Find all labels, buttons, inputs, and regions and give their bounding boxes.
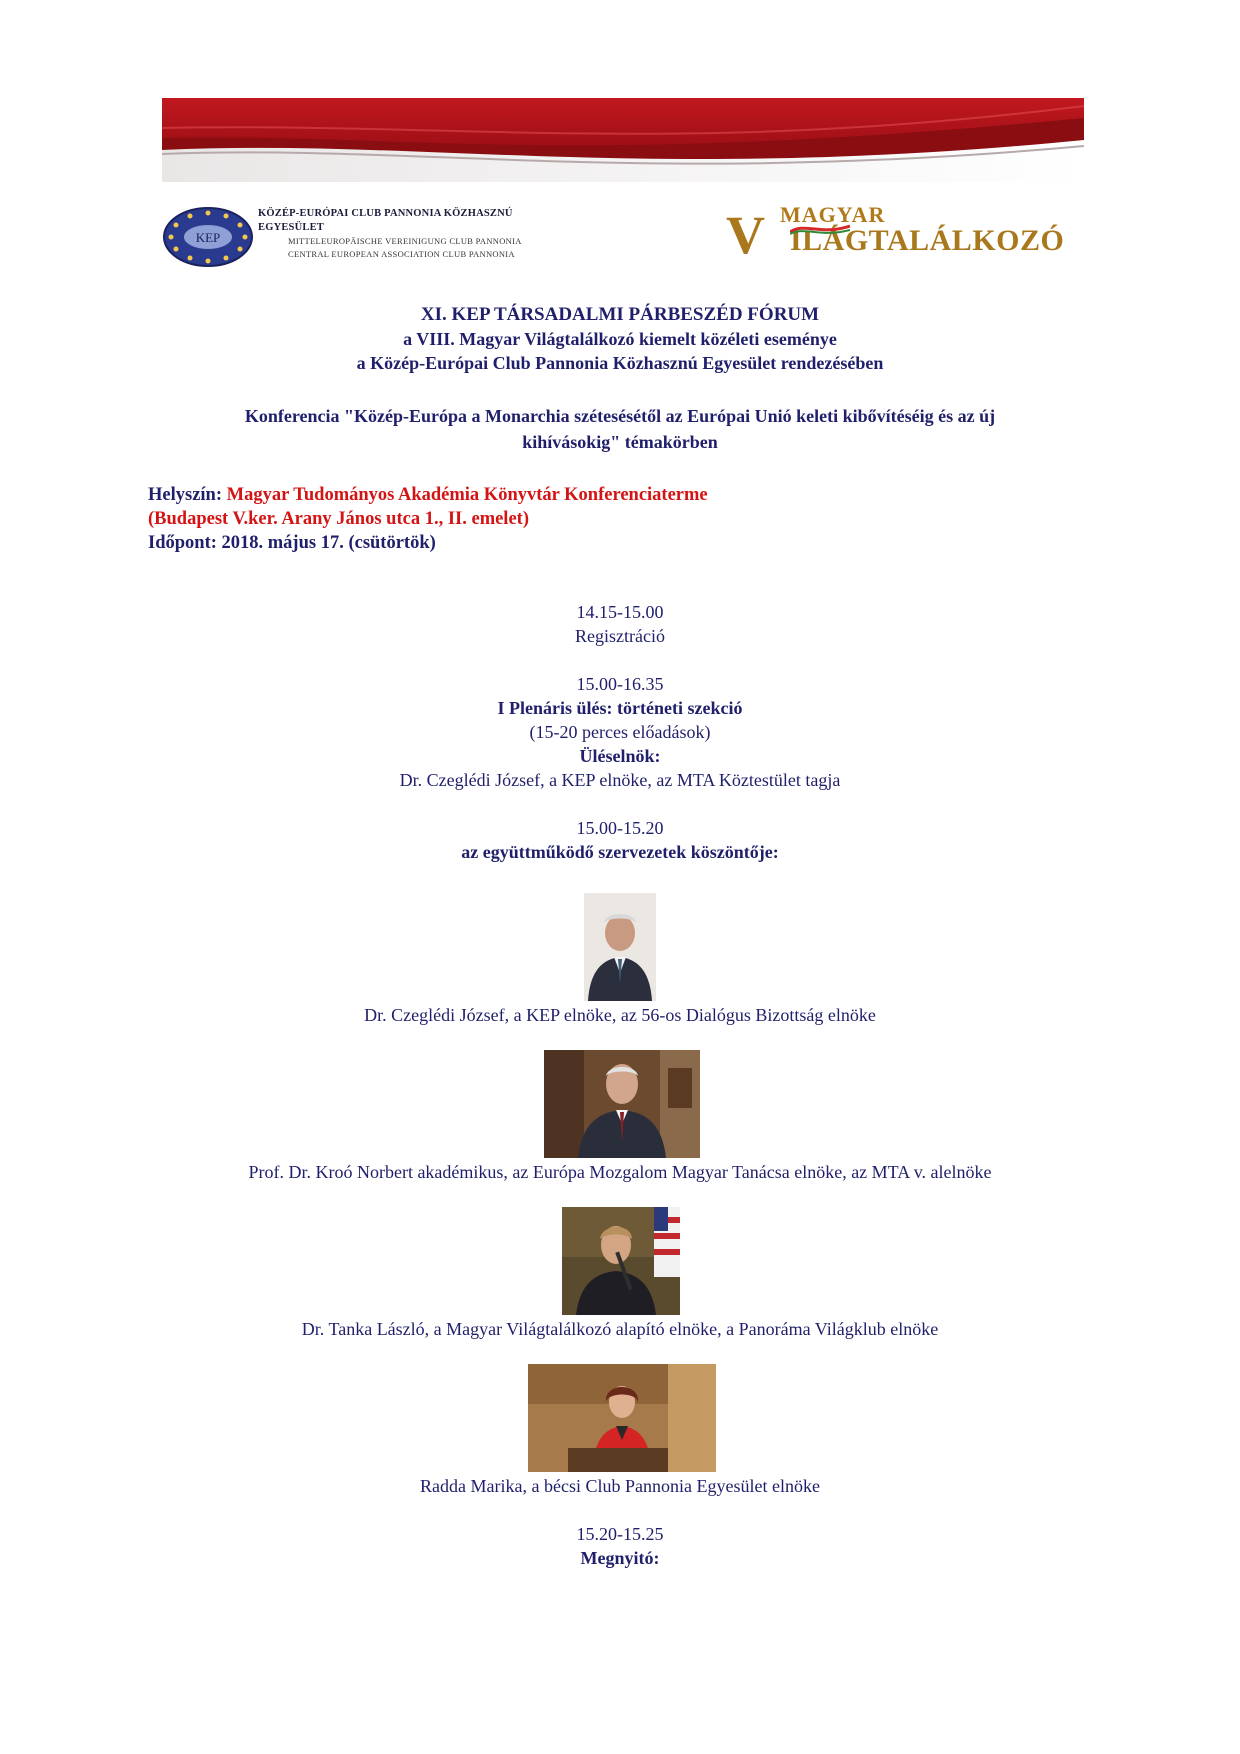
forum-organizer: a Közép-Európai Club Pannonia Közhasznú Egyesület rendezésében [356, 353, 884, 373]
kep-org-line-en: CENTRAL EUROPEAN ASSOCIATION CLUB PANNONIA [288, 249, 515, 259]
venue-label: Helyszín: [148, 485, 222, 505]
plenary-note: (15-20 perces előadások) [529, 722, 711, 742]
flag-icon [654, 1207, 680, 1277]
header-banner [162, 98, 1084, 182]
time-label: Időpont: [148, 533, 217, 553]
greeting-time: 15.00-15.20 [576, 818, 664, 838]
registration-title: Regisztráció [575, 626, 665, 646]
plenary-title: I Plenáris ülés: történeti szekció [497, 698, 743, 718]
time-line [148, 531, 436, 555]
venue-address-line [148, 507, 529, 531]
kep-org-name [258, 207, 578, 261]
event-date: 2018. május 17. (csütörtök) [221, 533, 436, 553]
speaker-photo-tanka [562, 1207, 680, 1315]
speaker-photo-radda [528, 1364, 716, 1472]
flag-ribbon-icon [790, 222, 850, 236]
forum-title: XI. KEP TÁRSADALMI PÁRBESZÉD FÓRUM [420, 304, 820, 325]
speaker-1: Dr. Czeglédi József, a KEP elnöke, az 56-os Dialógus Bizottság elnöke [364, 1005, 876, 1025]
speaker-photo-czegledi [584, 893, 656, 1001]
speaker-3: Dr. Tanka László, a Magyar Világtalálkozó alapító elnöke, a Panoráma Világklub elnöke [301, 1319, 939, 1339]
kep-logo [162, 206, 254, 268]
venue-address: (Budapest V.ker. Arany János utca 1., II. emelet) [148, 509, 529, 529]
opening-time: 15.20-15.25 [576, 1524, 664, 1544]
conference-title [175, 403, 1065, 455]
chair-label: Üléselnök: [579, 746, 661, 766]
conference-line-2: kihívásokig" témakörben [522, 432, 718, 452]
kep-org-line-hu: KÖZÉP-EURÓPAI CLUB PANNONIA KÖZHASZNÚ EGYESÜLET [258, 208, 513, 233]
kep-org-line-de: MITTELEUROPÄISCHE VEREINIGUNG CLUB PANNONIA [288, 236, 522, 246]
speaker-photo-kroo [544, 1050, 700, 1158]
mvt-logo-initial: V [726, 205, 765, 265]
speaker-2: Prof. Dr. Kroó Norbert akadémikus, az Európa Mozgalom Magyar Tanácsa elnöke, az MTA v. alelnöke [248, 1162, 992, 1182]
mvt-logo-small: MAGYAR [780, 202, 886, 227]
greeting-title: az együttműködő szervezetek köszöntője: [461, 842, 779, 862]
plenary-time: 15.00-16.35 [576, 674, 664, 694]
forum-subtitle: a VIII. Magyar Világtalálkozó kiemelt közéleti eseménye [403, 329, 837, 349]
opening-title: Megnyitó: [580, 1548, 660, 1568]
conference-line-1: Konferencia "Közép-Európa a Monarchia szétesésétől az Európai Unió keleti kibővítéséig és az új [244, 406, 996, 426]
mvt-logo-big: ILÁGTALÁLKOZÓ [790, 224, 1065, 257]
registration-time: 14.15-15.00 [576, 602, 664, 622]
venue-line [148, 483, 708, 507]
venue-name: Magyar Tudományos Akadémia Könyvtár Konferenciaterme [226, 485, 708, 505]
chair-name: Dr. Czeglédi József, a KEP elnöke, az MTA Köztestület tagja [399, 770, 841, 790]
speaker-4: Radda Marika, a bécsi Club Pannonia Egyesület elnöke [420, 1476, 820, 1496]
kep-logo-text: KEP [195, 230, 221, 245]
